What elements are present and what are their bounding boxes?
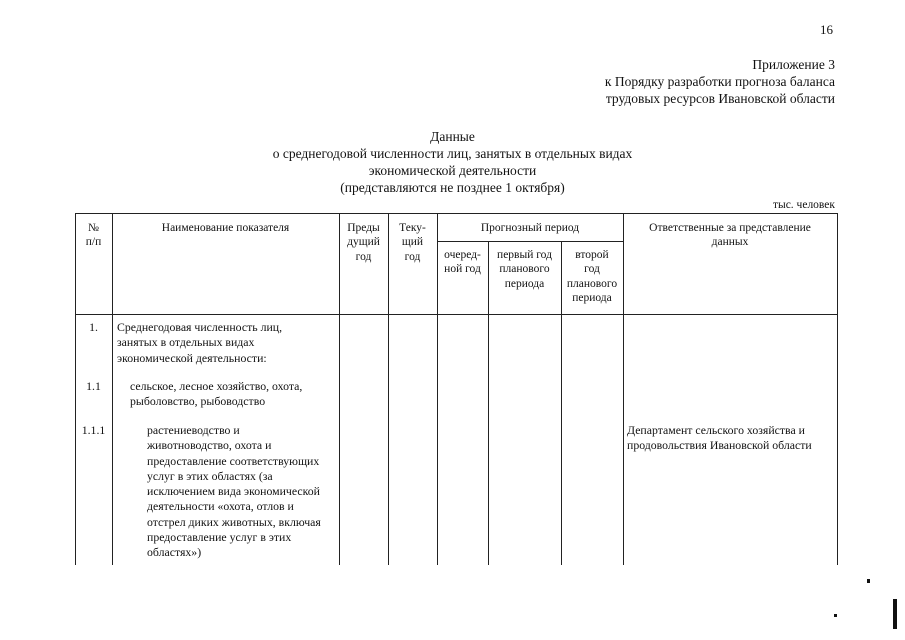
appendix-line: к Порядку разработки прогноза баланса <box>604 74 835 89</box>
header-plan-year-1: первый год планового периода <box>497 249 552 290</box>
header-forecast-period: Прогнозный период <box>480 222 580 234</box>
appendix-line: трудовых ресурсов Ивановской области <box>605 91 835 106</box>
row-num: 1.1.1 <box>81 423 106 437</box>
header-prev-year: Преды дущий год <box>347 222 380 263</box>
table-col-line <box>623 213 624 565</box>
header-plan-year-2: второй год планового периода <box>566 249 618 305</box>
appendix-line: Приложение 3 <box>752 57 835 72</box>
row-name: растениеводство и животноводство, охота и предоставление соответствующих услуг в этих областях (за исключением вида экономической деятельности «охота, отлов и отстрел диких животных, включая предоставление услуг в этих областях») <box>147 423 321 560</box>
row-num: 1.1 <box>86 379 101 393</box>
row-responsible: Департамент сельского хозяйства и продовольствия Ивановской области <box>627 423 812 453</box>
table-col-line <box>112 213 113 565</box>
data-table <box>75 213 837 565</box>
header-num: № п/п <box>85 222 102 249</box>
row-name: сельское, лесное хозяйство, охота, рыболовство, рыбоводство <box>130 379 303 409</box>
row-name: Среднегодовая численность лиц, занятых в отдельных видах экономической деятельности: <box>117 320 283 365</box>
scan-mark <box>893 599 897 629</box>
table-header-divider <box>75 314 837 315</box>
page-number: 16 <box>820 22 833 37</box>
forecast-subheader-divider <box>437 241 623 242</box>
scan-mark <box>834 614 837 617</box>
title-line: Данные <box>430 129 475 144</box>
header-current-year: Теку- щий год <box>399 222 426 263</box>
appendix-block <box>605 56 835 107</box>
table-border-right <box>837 213 838 565</box>
scan-mark <box>867 579 870 583</box>
header-responsible: Ответственные за представление данных <box>649 222 811 249</box>
units-label: тыс. человек <box>772 199 835 211</box>
document-title <box>0 128 905 196</box>
table-border-top <box>75 213 837 214</box>
table-col-line <box>388 213 389 565</box>
title-line: экономической деятельности <box>368 163 537 178</box>
title-line: (представляются не позднее 1 октября) <box>340 180 565 195</box>
header-next-year: очеред- ной год <box>444 249 481 276</box>
row-num: 1. <box>89 320 98 334</box>
header-name: Наименование показателя <box>161 222 290 234</box>
table-col-line <box>339 213 340 565</box>
title-line: о среднегодовой численности лиц, занятых в отдельных видах <box>272 146 633 161</box>
